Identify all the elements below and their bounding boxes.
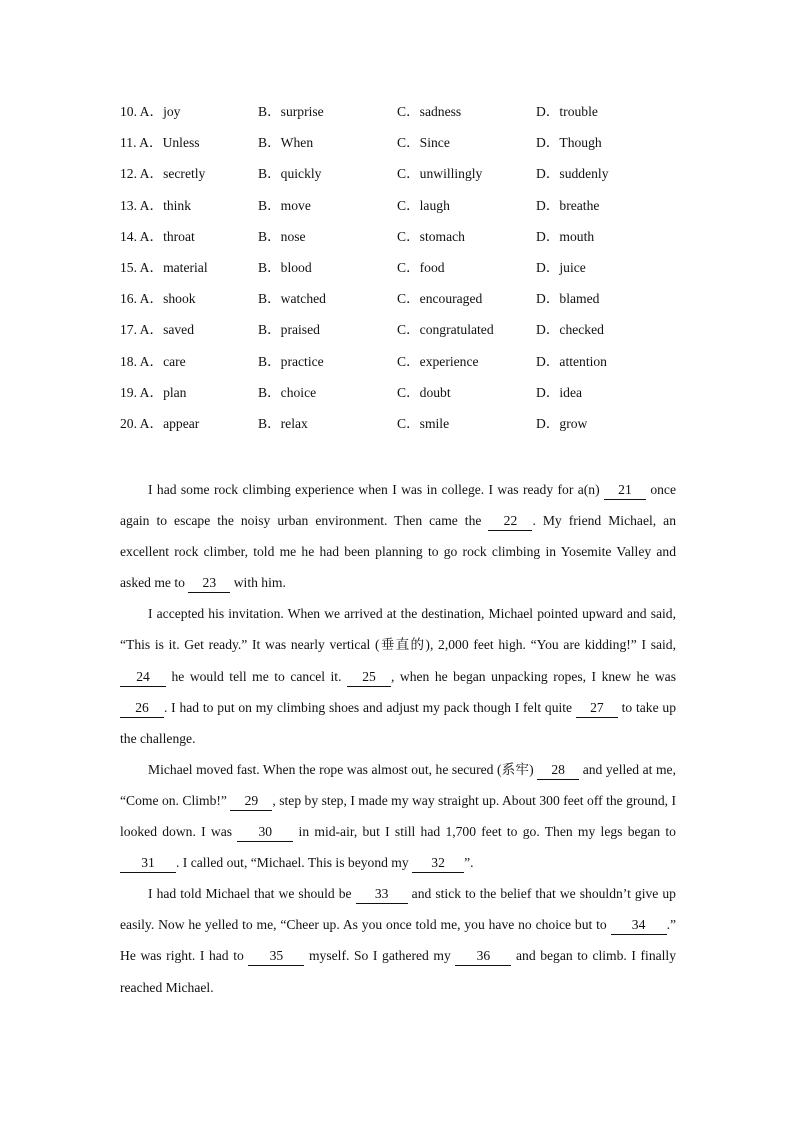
question-number: 15. [120,259,137,275]
option-row [120,257,720,288]
option-b: B．nose [258,228,306,244]
passage-text: . I called out, “Michael. This is beyond my [176,855,413,871]
option-row [120,351,720,382]
option-row [120,413,720,444]
option-b: B．relax [258,415,308,431]
option-b: B．choice [258,384,317,400]
option-b: B．When [258,135,314,151]
option-row [120,195,720,226]
option-a: A．care [139,353,186,369]
question-number: 17. [120,322,137,338]
option-row [120,319,720,350]
option-row [120,382,720,413]
option-c: C．Since [397,135,450,151]
question-number: 13. [120,197,137,213]
option-c: C．experience [397,353,479,369]
blank-35: 35 [248,947,304,966]
option-b: B．watched [258,291,326,307]
question-number: 10. [120,104,137,119]
option-c: C．unwillingly [397,166,483,182]
passage-text: myself. So I gathered my [304,948,456,964]
blank-22: 22 [488,512,532,531]
option-c: C．sadness [397,104,462,119]
option-row [120,226,720,257]
option-a: A．shook [139,291,196,307]
option-a: A．saved [139,322,195,338]
option-d: D．attention [536,353,607,369]
paragraph-1 [120,474,676,598]
blank-21: 21 [604,481,646,500]
option-a: A．think [139,197,192,213]
option-b: B．blood [258,259,312,275]
option-a: A．Unless [139,135,200,151]
passage-text: with him. [230,575,286,591]
option-d: D．Though [536,135,602,151]
passage-text: I accepted his invitation. When we arrived at the destination, Michael pointed upward and said, “This is it. Get ready.” It was nearly vertical (垂直的), 2,000 feet high. “You are kidding!” I said, [120,606,676,653]
option-c: C．congratulated [397,322,494,338]
option-a: A．plan [139,384,187,400]
blank-30: 30 [237,823,293,842]
passage-text: ”. [464,855,474,871]
passage-text: . My friend Michael, an excellent rock climber, told me he had been planning to go rock climbing in Yosemite Valley and asked me to [120,513,676,591]
question-number: 18. [120,353,137,369]
option-d: D．blamed [536,291,600,307]
option-c: C．encouraged [397,291,483,307]
option-b: B．praised [258,322,320,338]
passage-text: , when he began unpacking ropes, I knew he was [390,668,676,684]
option-b: B．practice [258,353,324,369]
option-d: D．suddenly [536,166,609,182]
option-row [120,101,720,132]
blank-23: 23 [188,574,230,593]
option-d: D．juice [536,259,586,275]
option-c: C．smile [397,415,450,431]
option-a: A．throat [139,228,195,244]
question-number: 20. [120,415,137,431]
passage-text: I had told Michael that we should be [148,886,356,902]
paragraph-3 [120,754,676,878]
passage-text: I had some rock climbing experience when I was in college. I was ready for a(n) [148,482,604,497]
passage-text: Michael moved fast. When the rope was almost out, he secured (系牢) [148,761,538,777]
option-c: C．laugh [397,197,450,213]
option-a: A．joy [139,104,181,119]
passage-text: once again to escape the noisy urban environment. Then came the [120,482,676,529]
option-a: A．secretly [139,166,206,182]
option-row [120,132,720,163]
question-number: 16. [120,291,137,307]
option-b: B．surprise [258,104,324,119]
option-a: A．material [139,259,208,275]
blank-24: 24 [120,668,166,687]
option-b: B．quickly [258,166,322,182]
passage-text: .” He was right. I had to [120,917,676,964]
cloze-passage [120,474,676,1003]
passage-text: to take up the challenge. [120,699,676,746]
blank-28: 28 [537,761,579,780]
passage-text: in mid-air, but I still had 1,700 feet to go. Then my legs began to [293,824,676,840]
paragraph-2 [120,598,676,753]
passage-text: and stick to the belief that we shouldn’t give up easily. Now he yelled to me, “Cheer up. As you once told me, you have no choice but to [120,886,676,933]
option-d: D．checked [536,322,604,338]
passage-text: , step by step, I made my way straight up. About 300 feet off the ground, I looked down. I was [120,792,676,840]
question-number: 19. [120,384,137,400]
option-c: C．food [397,259,445,275]
option-c: C．doubt [397,384,451,400]
passage-text: . I had to put on my climbing shoes and adjust my pack though I felt quite [164,699,576,715]
option-d: D．breathe [536,197,600,213]
paragraph-4 [120,878,676,1002]
passage-text: and yelled at me, “Come on. Climb!” [120,761,676,808]
blank-33: 33 [356,885,408,904]
option-d: D．idea [536,384,583,400]
question-number: 12. [120,166,137,182]
option-c: C．stomach [397,228,465,244]
option-d: D．trouble [536,104,598,119]
passage-text: and began to climb. I finally reached Michael. [120,948,677,995]
blank-25: 25 [347,668,391,687]
option-a: A．appear [139,415,200,431]
blank-32: 32 [412,854,464,873]
blank-36: 36 [455,947,511,966]
option-row [120,163,720,194]
blank-34: 34 [611,916,667,935]
blank-26: 26 [120,699,164,718]
blank-31: 31 [120,854,176,873]
option-row [120,288,720,319]
question-number: 11. [120,135,137,151]
blank-29: 29 [230,792,272,811]
passage-text: he would tell me to cancel it. [166,668,347,684]
question-number: 14. [120,228,137,244]
options-list [120,101,720,444]
option-b: B．move [258,197,311,213]
option-d: D．grow [536,415,588,431]
option-d: D．mouth [536,228,595,244]
blank-27: 27 [576,699,618,718]
